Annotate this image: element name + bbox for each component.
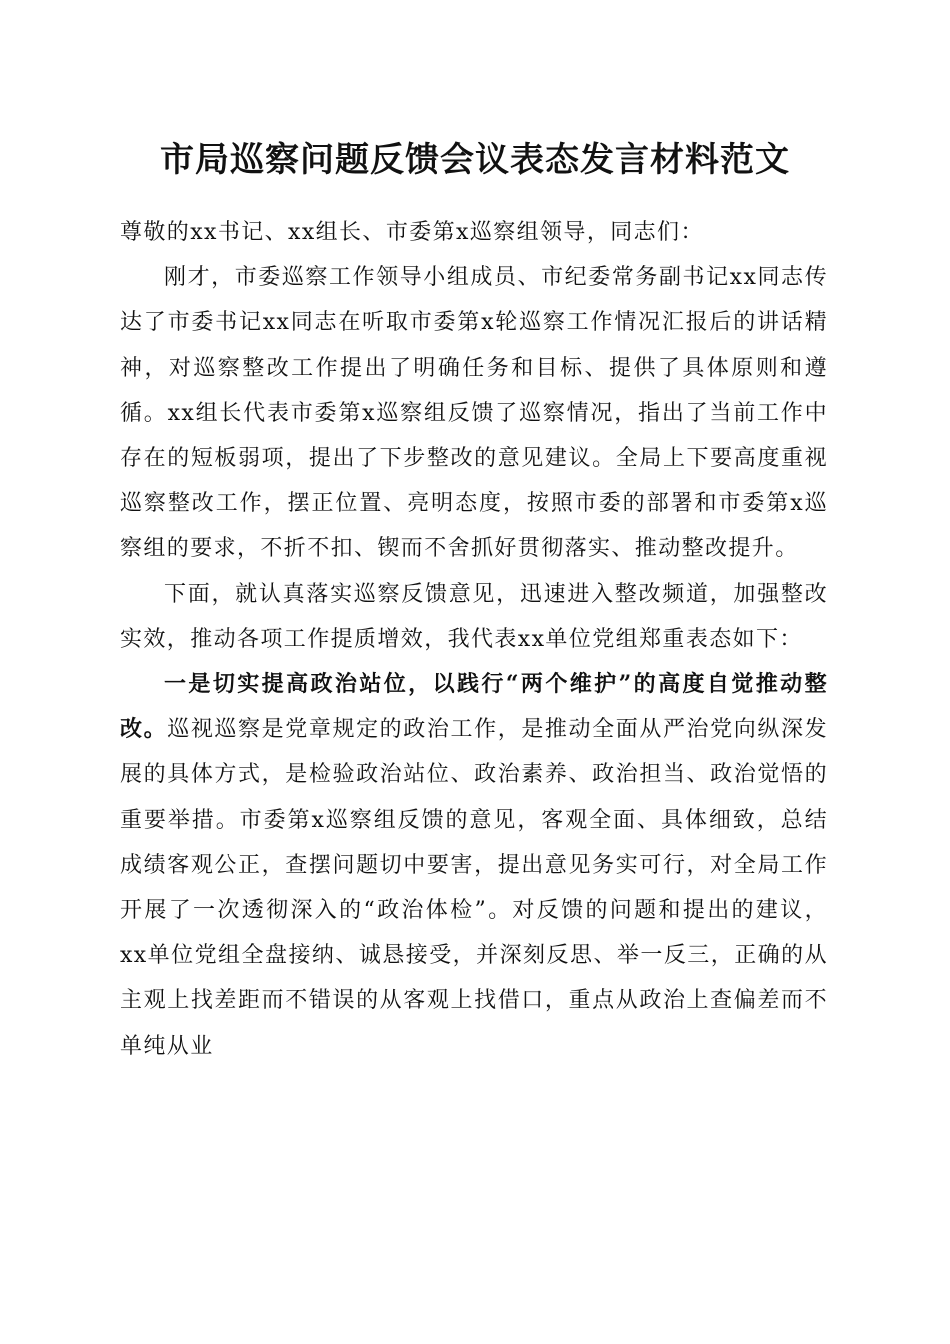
paragraph-2: 下面，就认真落实巡察反馈意见，迅速进入整改频道，加强整改实效，推动各项工作提质增效，我代表xx单位党组郑重表态如下： <box>120 581 828 652</box>
paragraph-3-lead: 一是切实提高政治站位，以践行“两个维护”的高度自觉推动整改。 <box>120 671 828 743</box>
paragraph-1: 刚才，市委巡察工作领导小组成员、市纪委常务副书记xx同志传达了市委书记xx同志在听取市委第x轮巡察工作情况汇报后的讲话精神，对巡察整改工作提出了明确任务和目标、提供了具体原则和遵循。xx组长代表市委第x巡察组反馈了巡察情况，指出了当前工作中存在的短板弱项，提出了下步整改的意见建议。全局上下要高度重视巡察整改工作，摆正位置、亮明态度，按照市委的部署和市委第x巡察组的要求，不折不扣、锲而不舍抓好贯彻落实、推动整改提升。 <box>120 265 828 562</box>
paragraph-3 <box>120 662 828 1069</box>
document-title: 市局巡察问题反馈会议表态发言材料范文 <box>160 140 790 180</box>
salutation: 尊敬的xx书记、xx组长、市委第x巡察组领导，同志们： <box>120 220 704 245</box>
paragraph-3-body: 巡视巡察是党章规定的政治工作，是推动全面从严治党向纵深发展的具体方式，是检验政治站位、政治素养、政治担当、政治觉悟的重要举措。市委第x巡察组反馈的意见，客观全面、具体细致，总结成绩客观公正，查摆问题切中要害，提出意见务实可行，对全局工作开展了一次透彻深入的“政治体检”。对反馈的问题和提出的建议，xx单位党组全盘接纳、诚恳接受，并深刻反思、举一反三，正确的从主观上找差距而不错误的从客观上找借口，重点从政治上查偏差而不单纯从业 <box>120 717 828 1059</box>
document-body <box>120 210 828 1069</box>
